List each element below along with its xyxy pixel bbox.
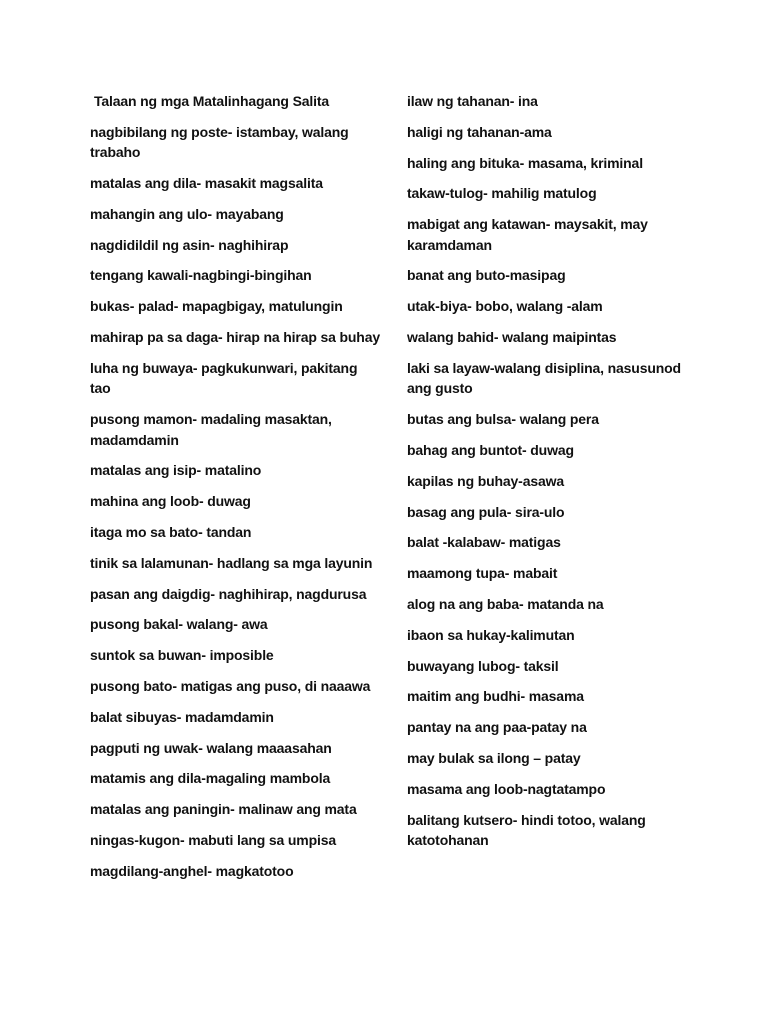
list-item: bukas- palad- mapagbigay, matulungin (90, 298, 343, 315)
list-item: balat -kalabaw- matigas (407, 534, 561, 551)
list-item: buwayang lubog- taksil (407, 657, 559, 674)
list-item: pusong bakal- walang- awa (90, 616, 268, 633)
list-item: pusong bato- matigas ang puso, di naaawa (90, 678, 371, 695)
list-item: haling ang bituka- masama, kriminal (407, 154, 643, 171)
list-item: mahirap pa sa daga- hirap na hirap sa buhay (90, 329, 380, 346)
list-item: banat ang buto-masipag (407, 267, 566, 284)
list-item: matalas ang paningin- malinaw ang mata (90, 801, 357, 818)
list-item: pusong mamon- madaling masaktan, madamdamin (90, 411, 332, 448)
list-item: tengang kawali-nagbingi-bingihan (90, 267, 312, 284)
list-item: butas ang bulsa- walang pera (407, 411, 599, 428)
list-item: nagbibilang ng poste- istambay, walang trabaho (90, 123, 349, 161)
list-item: haligi ng tahanan-ama (407, 123, 552, 140)
list-item: maamong tupa- mabait (407, 565, 558, 582)
list-item: mabigat ang katawan- maysakit, may karamdaman (407, 216, 648, 253)
list-item: laki sa layaw-walang disiplina, nasusunod ang gusto (407, 359, 681, 397)
list-item: magdilang-anghel- magkatotoo (90, 862, 294, 879)
list-item: mahangin ang ulo- mayabang (90, 205, 284, 222)
list-item: may bulak sa ilong – patay (407, 749, 581, 766)
list-item: ningas-kugon- mabuti lang sa umpisa (90, 832, 336, 849)
list-item: ilaw ng tahanan- ina (407, 93, 538, 109)
list-item: pantay na ang paa-patay na (407, 719, 587, 736)
list-item: itaga mo sa bato- tandan (90, 524, 252, 541)
list-item: bahag ang buntot- duwag (407, 441, 574, 458)
list-item: walang bahid- walang maipintas (407, 329, 617, 346)
left-column (90, 91, 380, 892)
list-item: basag ang pula- sira-ulo (407, 503, 565, 520)
list-item: takaw-tulog- mahilig matulog (407, 185, 597, 202)
list-item: balitang kutsero- hindi totoo, walang katotohanan (407, 811, 646, 849)
list-item: balat sibuyas- madamdamin (90, 708, 274, 725)
list-item: matalas ang isip- matalino (90, 462, 262, 479)
list-item: matamis ang dila-magaling mambola (90, 770, 331, 787)
list-item: mahina ang loob- duwag (90, 493, 251, 510)
list-item: kapilas ng buhay-asawa (407, 472, 564, 489)
list-item: suntok sa buwan- imposible (90, 647, 274, 664)
right-column (407, 91, 692, 861)
list-item: tinik sa lalamunan- hadlang sa mga layunin (90, 554, 373, 571)
document-title: Talaan ng mga Matalinhagang Salita (94, 93, 330, 109)
list-item: pasan ang daigdig- naghihirap, nagdurusa (90, 585, 367, 602)
list-item: ibaon sa hukay-kalimutan (407, 626, 575, 643)
list-item: alog na ang baba- matanda na (407, 595, 604, 612)
list-item: masama ang loob-nagtatampo (407, 780, 606, 797)
list-item: matalas ang dila- masakit magsalita (90, 175, 323, 192)
list-item: luha ng buwaya- pagkukunwari, pakitang tao (90, 359, 358, 397)
list-item: maitim ang budhi- masama (407, 688, 584, 705)
list-item: utak-biya- bobo, walang -alam (407, 298, 603, 315)
list-item: nagdidildil ng asin- naghihirap (90, 236, 289, 253)
list-item: pagputi ng uwak- walang maaasahan (90, 739, 332, 756)
